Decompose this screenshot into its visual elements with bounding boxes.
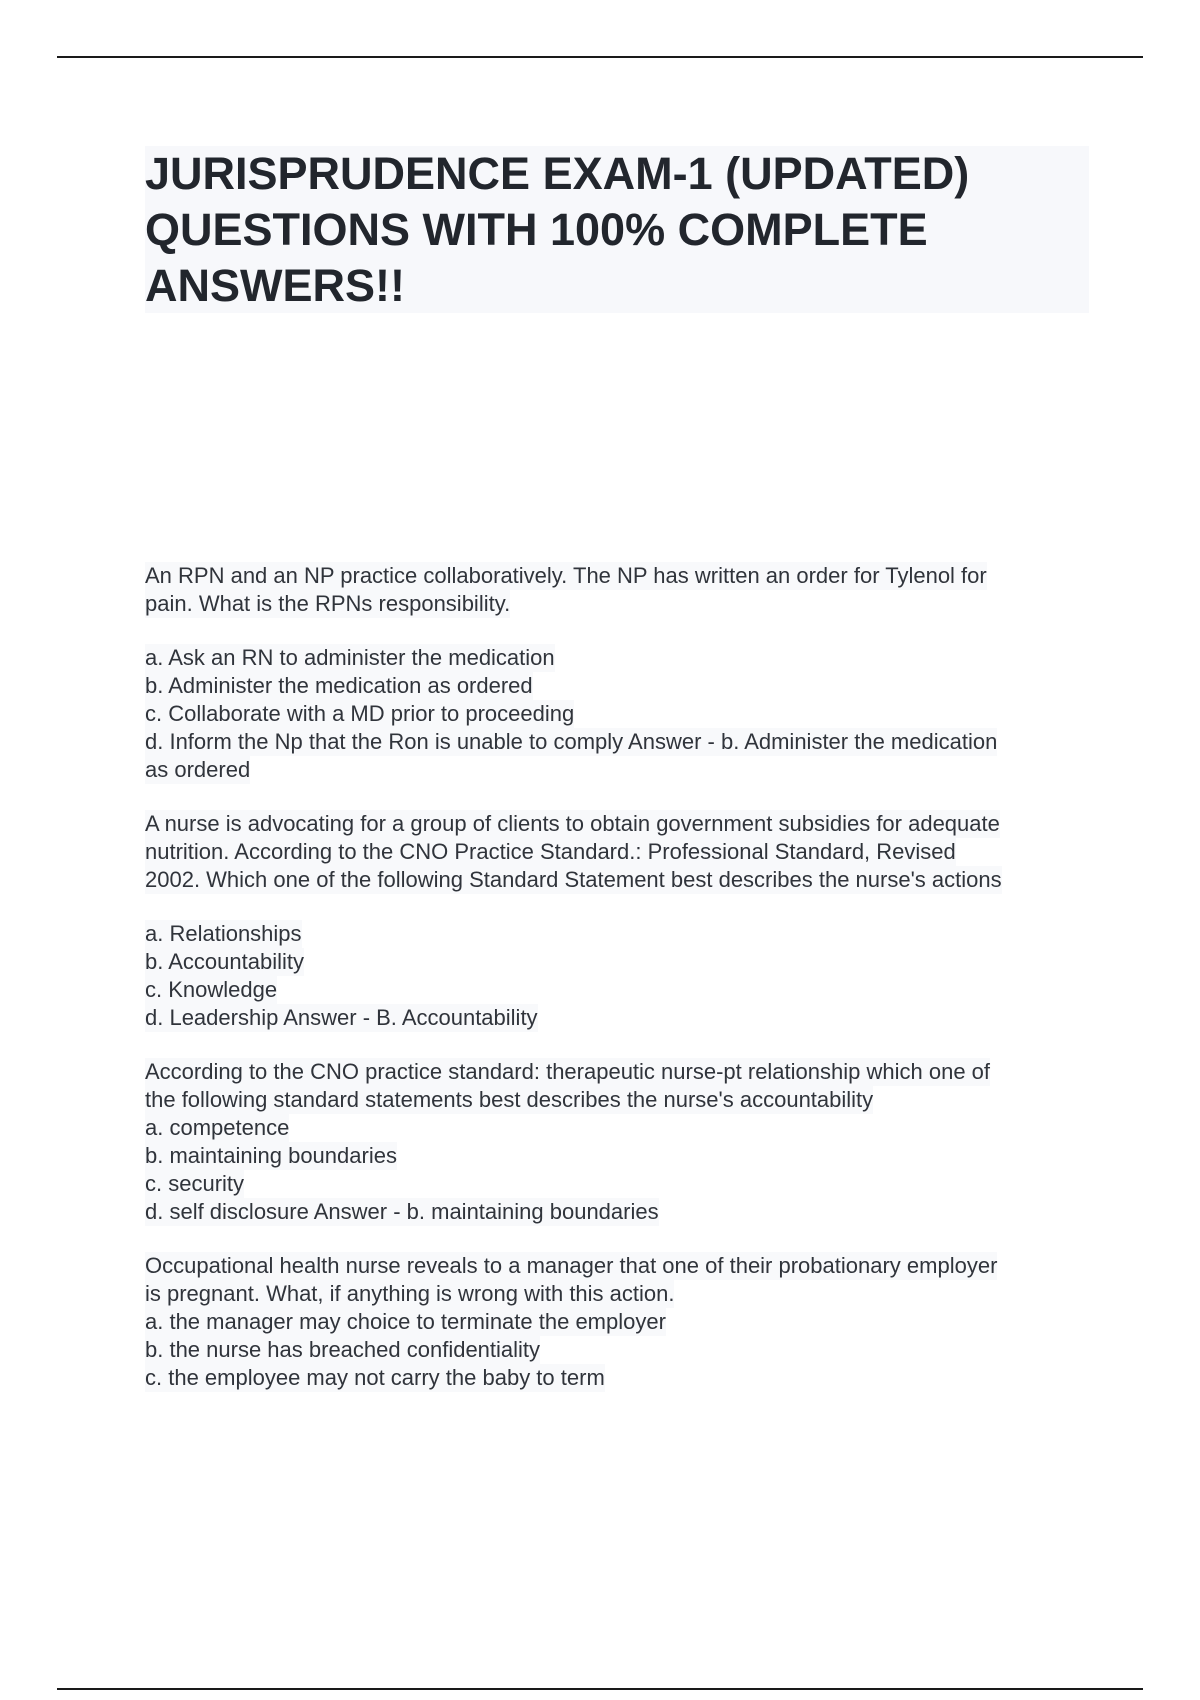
document-title xyxy=(145,146,1089,314)
answer-option: d. Inform the Np that the Ron is unable to comply Answer - b. Administer the medication xyxy=(145,729,998,754)
question-text: According to the CNO practice standard: therapeutic nurse-pt relationship which one of xyxy=(145,1059,991,1084)
answer-option: c. Collaborate with a MD prior to proceeding xyxy=(145,701,575,726)
answer-option: b. maintaining boundaries xyxy=(145,1143,397,1168)
title-line: JURISPRUDENCE EXAM-1 (UPDATED) xyxy=(145,148,970,199)
title-block xyxy=(145,146,1089,313)
question-text: pain. What is the RPNs responsibility. xyxy=(145,591,511,616)
question-block xyxy=(145,1252,1089,1392)
answer-option: a. competence xyxy=(145,1115,290,1140)
question-block xyxy=(145,562,1089,784)
answer-option: a. Relationships xyxy=(145,921,302,946)
question-text: An RPN and an NP practice collaboratively. The NP has written an order for Tylenol for xyxy=(145,563,987,588)
question-block xyxy=(145,1058,1089,1226)
answer-option: a. the manager may choice to terminate the employer xyxy=(145,1309,666,1334)
question-text: A nurse is advocating for a group of clients to obtain government subsidies for adequate xyxy=(145,811,1000,836)
answer-option: b. Accountability xyxy=(145,949,304,974)
title-line: ANSWERS!! xyxy=(145,260,405,311)
answer-option: c. the employee may not carry the baby to term xyxy=(145,1365,605,1390)
question-text: is pregnant. What, if anything is wrong with this action. xyxy=(145,1281,675,1306)
answer-option: b. the nurse has breached confidentiality xyxy=(145,1337,541,1362)
question-text: 2002. Which one of the following Standard Statement best describes the nurse's actions xyxy=(145,867,1002,892)
footer-rule xyxy=(57,1688,1143,1690)
answer-option: as ordered xyxy=(145,757,251,782)
answer-option: b. Administer the medication as ordered xyxy=(145,673,533,698)
questions-list xyxy=(145,562,1089,1418)
answer-option: c. security xyxy=(145,1171,245,1196)
question-text: Occupational health nurse reveals to a manager that one of their probationary employer xyxy=(145,1253,998,1278)
question-text: nutrition. According to the CNO Practice Standard.: Professional Standard, Revised xyxy=(145,839,956,864)
answer-option: c. Knowledge xyxy=(145,977,278,1002)
answer-option: d. Leadership Answer - B. Accountability xyxy=(145,1005,538,1030)
answer-option: d. self disclosure Answer - b. maintaining boundaries xyxy=(145,1199,659,1224)
header-rule xyxy=(57,56,1143,58)
title-line: QUESTIONS WITH 100% COMPLETE xyxy=(145,204,928,255)
question-block xyxy=(145,810,1089,1032)
question-text: the following standard statements best describes the nurse's accountability xyxy=(145,1087,874,1112)
answer-option: a. Ask an RN to administer the medication xyxy=(145,645,555,670)
